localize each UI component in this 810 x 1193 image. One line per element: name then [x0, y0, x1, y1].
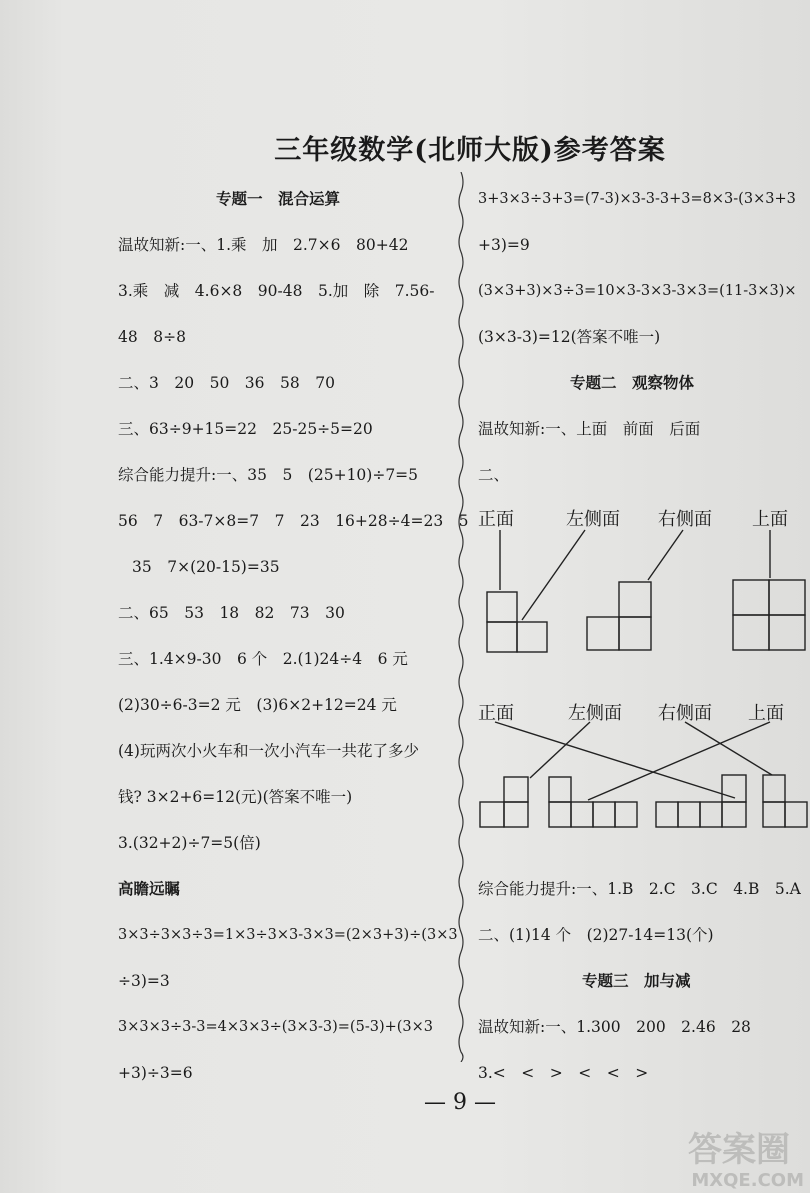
- answer-line: 48 8÷8: [118, 328, 186, 346]
- answer-line: 钱? 3×2+6=12(元)(答案不唯一): [118, 788, 353, 806]
- view-label-right: 右侧面: [658, 509, 712, 530]
- answer-line: (4)玩两次小火车和一次小汽车一共花了多少: [118, 742, 419, 760]
- connector-line: [522, 530, 585, 620]
- answer-line: 二、65 53 18 82 73 30: [118, 604, 345, 622]
- answer-line: 综合能力提升:一、1.B 2.C 3.C 4.B 5.A: [478, 880, 801, 898]
- connector-line: [588, 722, 770, 800]
- answer-line: 温故知新:一、1.300 200 2.46 28: [478, 1018, 751, 1036]
- answer-line: 3×3×3÷3-3=4×3×3÷(3×3-3)=(5-3)+(3×3: [118, 1019, 434, 1035]
- watermark-logo: [670, 1123, 810, 1193]
- answer-line: +3)÷3=6: [118, 1064, 193, 1082]
- section-title-2: 专题二 观察物体: [570, 373, 695, 392]
- answer-line: 3+3×3÷3+3=(7-3)×3-3-3+3=8×3-(3×3+3: [478, 191, 796, 207]
- section-title-3: 专题三 加与减: [582, 971, 691, 990]
- view-label-front: 正面: [478, 703, 514, 724]
- section-title-1: 专题一 混合运算: [216, 189, 341, 208]
- view-label-top: 上面: [752, 509, 788, 530]
- connector-line: [648, 530, 683, 580]
- view-label-top: 上面: [748, 703, 784, 724]
- page-title: 三年级数学(北师大版)参考答案: [274, 135, 666, 166]
- connector-line: [530, 722, 590, 778]
- answer-line: 综合能力提升:一、35 5 (25+10)÷7=5: [118, 466, 419, 484]
- answer-line: (3×3+3)×3÷3=10×3-3×3-3×3=(11-3×3)×: [478, 283, 797, 299]
- view-label-left: 左侧面: [568, 703, 622, 724]
- answer-line: 温故知新:一、1.乘 加 2.7×6 80+42: [118, 236, 409, 254]
- answer-line: (2)30÷6-3=2 元 (3)6×2+12=24 元: [118, 696, 397, 714]
- answer-line: 35 7×(20-15)=35: [132, 558, 280, 576]
- front-view-shape-2: [480, 777, 528, 827]
- answer-line: +3)=9: [478, 236, 530, 254]
- front-view-shape-1: [487, 592, 547, 652]
- answer-line: 二、: [478, 466, 510, 484]
- answer-line: 3.(32+2)÷7=5(倍): [118, 834, 261, 852]
- top-view-shape-1: [733, 580, 805, 650]
- answer-line: 56 7 63-7×8=7 7 23 16+28÷4=23 5: [118, 512, 469, 530]
- view-label-left: 左侧面: [566, 509, 620, 530]
- answer-line: 三、1.4×9-30 6 个 2.(1)24÷4 6 元: [118, 650, 408, 668]
- watermark-url: MXQE.COM: [691, 1170, 804, 1191]
- right-view-shape-1: [587, 582, 651, 650]
- answer-line: 二、(1)14 个 (2)27-14=13(个): [478, 926, 714, 944]
- answer-line: 3.< < > < < >: [478, 1064, 649, 1082]
- answer-line: (3×3-3)=12(答案不唯一): [478, 328, 661, 346]
- section-heading: 高瞻远瞩: [118, 879, 181, 898]
- answer-line: 3×3÷3×3÷3=1×3÷3×3-3×3=(2×3+3)÷(3×3: [118, 927, 458, 943]
- view-label-front: 正面: [478, 509, 514, 530]
- answer-line: 温故知新:一、上面 前面 后面: [478, 420, 701, 438]
- answer-line: 三、63÷9+15=22 25-25÷5=20: [118, 420, 373, 438]
- watermark-text: 答案圈: [688, 1130, 790, 1170]
- right-view-shape-2: [656, 775, 746, 827]
- answer-line: 3.乘 减 4.6×8 90-48 5.加 除 7.56-: [118, 282, 435, 300]
- connector-line: [685, 722, 772, 775]
- top-view-shape-2: [763, 775, 807, 827]
- connector-line: [495, 722, 735, 798]
- view-label-right: 右侧面: [658, 703, 712, 724]
- page-number: — 9 —: [424, 1090, 496, 1115]
- answer-line: 二、3 20 50 36 58 70: [118, 374, 335, 392]
- answer-line: ÷3)=3: [118, 972, 170, 990]
